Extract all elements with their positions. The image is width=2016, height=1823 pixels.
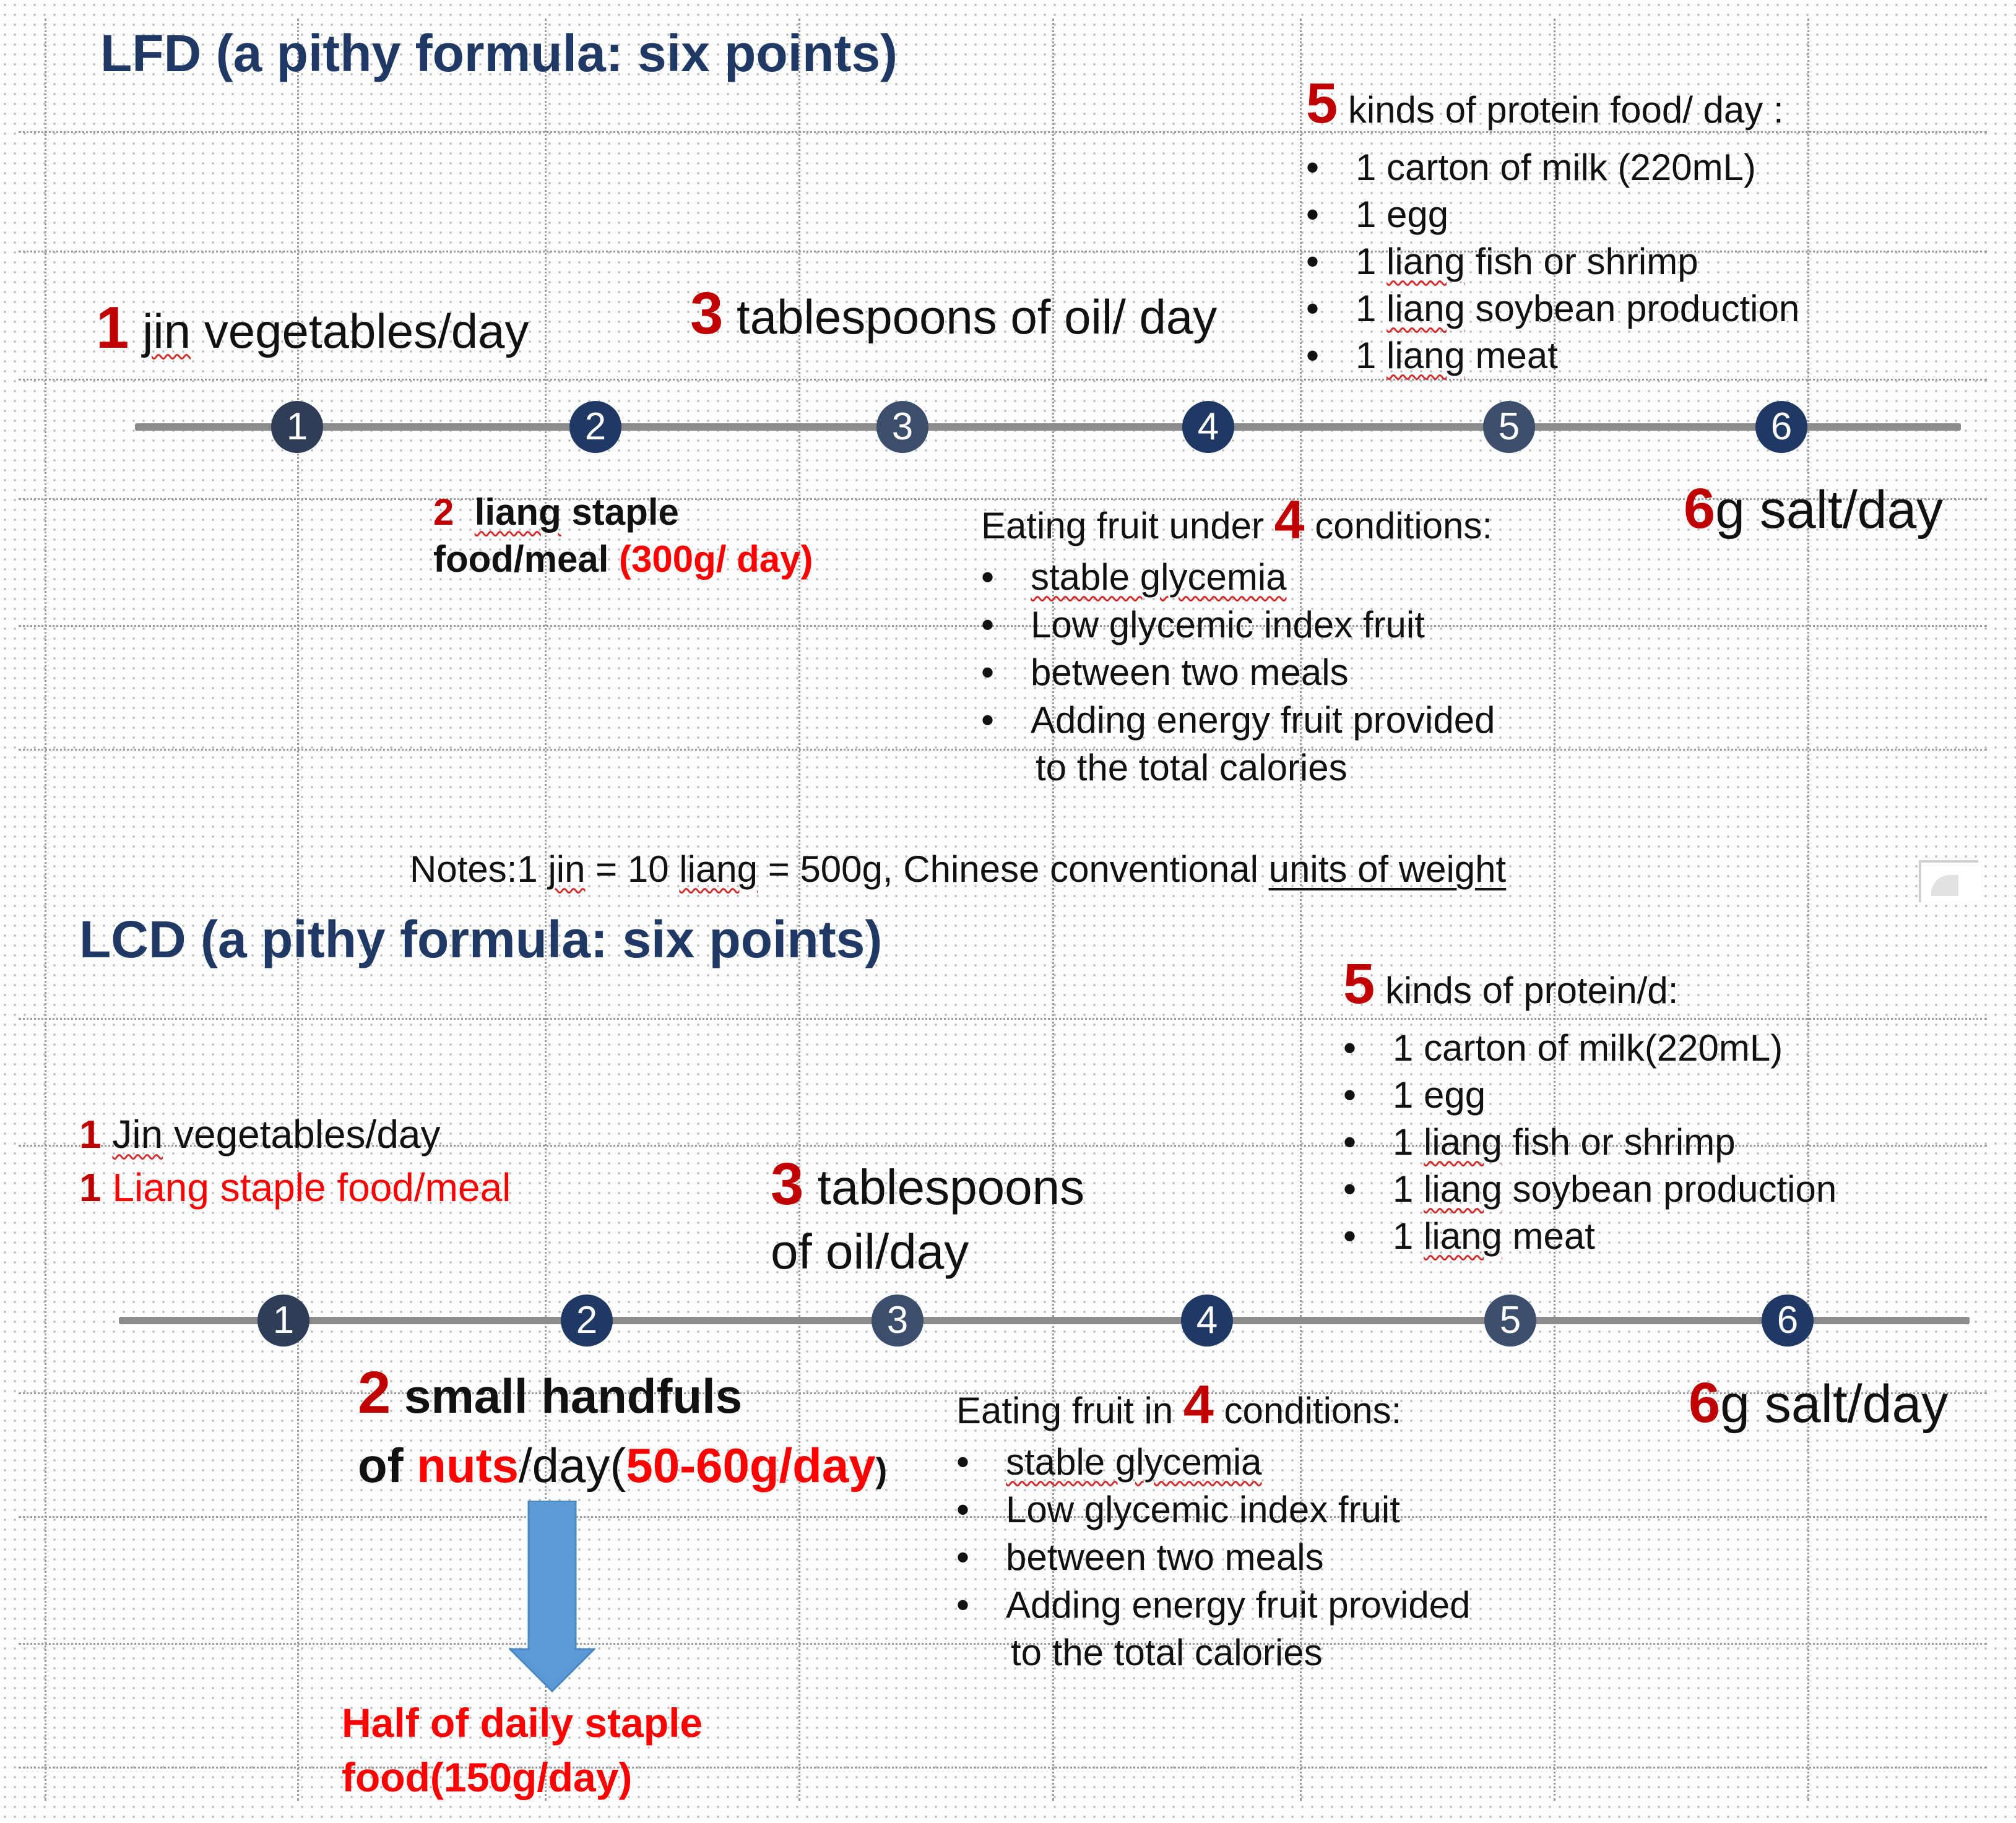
lfd-point-2-grams: (300g/ day) bbox=[619, 538, 813, 580]
list-item: • between two meals bbox=[956, 1533, 1470, 1581]
lfd-point-2: 2 liang staple food/meal (300g/ day) bbox=[433, 491, 813, 580]
lcd-fruit-conditions bbox=[956, 1438, 1470, 1629]
lcd-point-2-number: 2 bbox=[358, 1360, 391, 1426]
lfd-point-3-text: tablespoons of oil/ day bbox=[723, 290, 1218, 344]
list-item: • Low glycemic index fruit bbox=[956, 1486, 1470, 1533]
down-arrow-icon bbox=[509, 1501, 595, 1692]
lfd-point-6: 6g salt/day bbox=[1684, 477, 1944, 540]
lcd-point-4-number: 4 bbox=[1183, 1374, 1214, 1435]
lfd-point-6-number: 6 bbox=[1684, 477, 1716, 540]
lfd-timeline bbox=[135, 423, 1961, 431]
list-item: • 1 liang meat bbox=[1306, 332, 1799, 379]
lcd-point-5 bbox=[1343, 950, 1836, 1260]
list-item: • 1 liang fish or shrimp bbox=[1306, 238, 1799, 285]
lcd-title: LCD (a pithy formula: six points) bbox=[79, 910, 883, 968]
list-item: • 1 liang soybean production bbox=[1343, 1166, 1836, 1213]
lcd-node-6: 6 bbox=[1762, 1295, 1814, 1347]
lfd-point-1 bbox=[96, 294, 529, 362]
list-item: • 1 liang fish or shrimp bbox=[1343, 1119, 1836, 1166]
lfd-point-5-number: 5 bbox=[1306, 72, 1338, 135]
lfd-point-4: Eating fruit under 4 conditions: • stable glycemia • Low glycemic index fruit • between two meals • Adding energy fruit provided to the total calories bbox=[981, 495, 1495, 791]
list-item: • Adding energy fruit provided bbox=[981, 696, 1495, 744]
lfd-point-1-number: 1 bbox=[96, 295, 129, 361]
lfd-point-5-heading: kinds of protein food/ day : bbox=[1338, 89, 1784, 131]
lcd-point-5-heading: kinds of protein/d: bbox=[1375, 970, 1679, 1011]
lcd-timeline bbox=[119, 1317, 1970, 1324]
lcd-node-2: 2 bbox=[561, 1295, 613, 1347]
list-item: • 1 liang meat bbox=[1343, 1213, 1836, 1260]
lcd-node-3: 3 bbox=[872, 1295, 924, 1347]
lcd-point-1-number-2: 1 bbox=[79, 1165, 102, 1210]
list-item: • 1 liang soybean production bbox=[1306, 285, 1799, 332]
lcd-point-3: 3 tablespoons of oil/day bbox=[771, 1151, 1085, 1279]
lfd-node-6: 6 bbox=[1755, 401, 1807, 453]
lfd-node-1: 1 bbox=[271, 401, 323, 453]
lcd-point-2-grams: 50-60g/day bbox=[626, 1438, 876, 1493]
lcd-point-5-number: 5 bbox=[1343, 952, 1375, 1015]
lfd-node-3: 3 bbox=[876, 401, 928, 453]
lcd-point-6-number: 6 bbox=[1689, 1371, 1721, 1434]
list-item: • between two meals bbox=[981, 649, 1495, 696]
lcd-node-4: 4 bbox=[1181, 1295, 1233, 1347]
lfd-node-2: 2 bbox=[569, 401, 621, 453]
list-item: • Low glycemic index fruit bbox=[981, 601, 1495, 649]
list-item: • Adding energy fruit provided bbox=[956, 1581, 1470, 1629]
list-item: • stable glycemia bbox=[956, 1438, 1470, 1486]
lfd-point-3 bbox=[690, 280, 1217, 348]
lfd-point-2-number: 2 bbox=[433, 491, 454, 533]
lfd-node-5: 5 bbox=[1483, 401, 1535, 453]
lfd-protein-list bbox=[1306, 144, 1799, 379]
lcd-node-5: 5 bbox=[1484, 1295, 1536, 1347]
lfd-point-4-number: 4 bbox=[1274, 489, 1305, 550]
lfd-fruit-conditions bbox=[981, 553, 1495, 744]
lcd-point-3-number: 3 bbox=[771, 1151, 804, 1217]
lcd-point-2: 2 small handfuls of nuts/day(50-60g/day) bbox=[358, 1360, 888, 1493]
lfd-point-2-liang: liang bbox=[474, 491, 561, 533]
lcd-point-1: 1 Jin vegetables/day 1 Liang staple food/meal bbox=[79, 1112, 511, 1210]
list-item: • 1 egg bbox=[1306, 191, 1799, 238]
lcd-point-1-number: 1 bbox=[79, 1112, 102, 1157]
lfd-point-1-text: vegetables/day bbox=[191, 304, 529, 358]
lfd-node-4: 4 bbox=[1182, 401, 1234, 453]
lfd-title: LFD (a pithy formula: six points) bbox=[100, 24, 898, 82]
lcd-point-2-nuts: nuts bbox=[417, 1438, 519, 1493]
resize-handle-icon[interactable] bbox=[1919, 860, 1978, 902]
notes: Notes:1 jin = 10 liang = 500g, Chinese conventional units of weight bbox=[410, 848, 1507, 890]
lcd-point-6: 6g salt/day bbox=[1689, 1371, 1949, 1434]
lcd-protein-list bbox=[1343, 1025, 1836, 1260]
list-item: • 1 carton of milk(220mL) bbox=[1343, 1025, 1836, 1072]
lfd-point-5 bbox=[1306, 69, 1799, 379]
lfd-point-1-jin: jin bbox=[142, 304, 191, 358]
list-item: • 1 carton of milk (220mL) bbox=[1306, 144, 1799, 191]
lcd-arrow-note: Half of daily staple food(150g/day) bbox=[342, 1700, 703, 1800]
list-item: • 1 egg bbox=[1343, 1072, 1836, 1119]
lcd-node-1: 1 bbox=[257, 1295, 309, 1347]
lcd-point-4: Eating fruit in 4 conditions: • stable glycemia • Low glycemic index fruit • between two meals • Adding energy fruit provided to the total calories bbox=[956, 1380, 1470, 1676]
lfd-point-3-number: 3 bbox=[690, 280, 724, 347]
list-item: • stable glycemia bbox=[981, 553, 1495, 601]
